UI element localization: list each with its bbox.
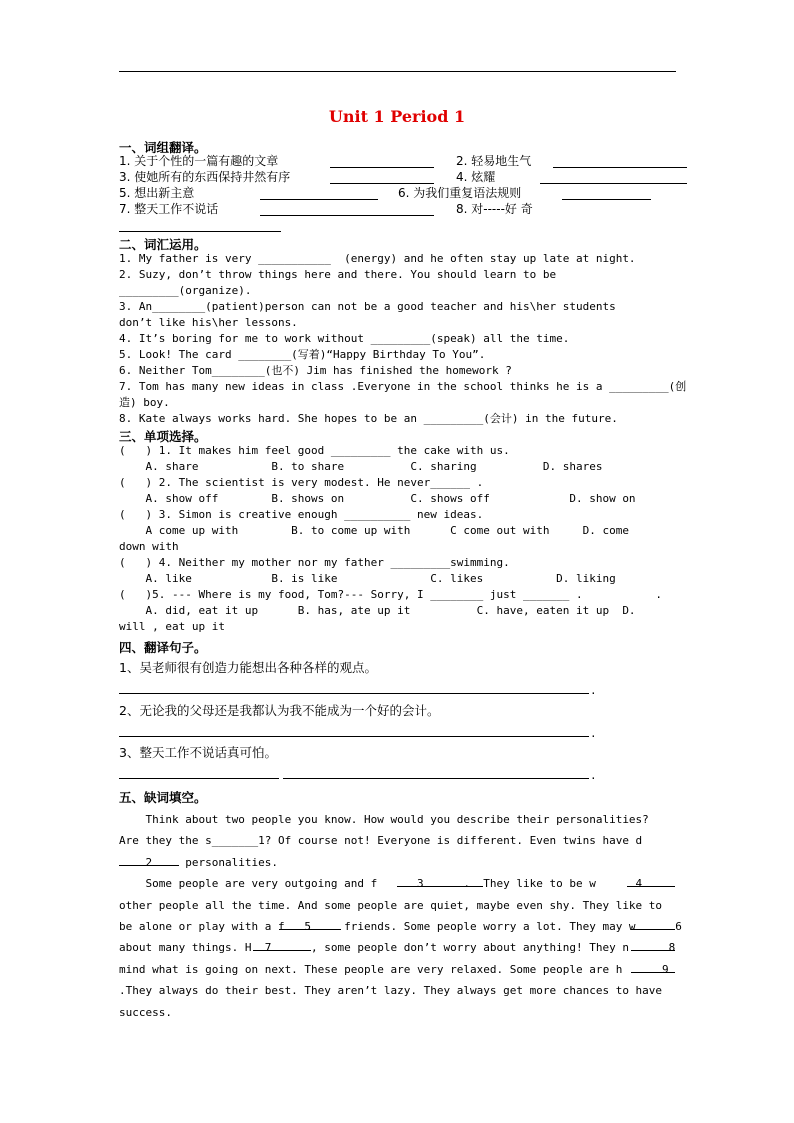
blank-underline — [279, 929, 341, 930]
answer-line — [119, 736, 589, 737]
section-1-heading: 一、词组翻译。 — [119, 140, 207, 155]
section-5-heading: 五、缺词填空。 — [119, 790, 207, 805]
period-mark: . — [590, 684, 597, 697]
vocab-line: don’t like his\her lessons. — [119, 316, 298, 329]
period-mark: . — [590, 727, 597, 740]
answer-line — [119, 693, 589, 694]
worksheet-title: Unit 1 Period 1 — [328, 107, 466, 126]
cloze-line: .They always do their best. They aren’t lazy. They always get more chances to have — [119, 984, 663, 997]
choice-line: A. share B. to share C. sharing D. shares — [119, 460, 603, 473]
answer-line — [119, 778, 279, 779]
translate-sentence-3: 3、整天工作不说话真可怕。 — [119, 745, 277, 760]
vocab-line: 1. My father is very ___________ (energy) and he often stay up late at night. — [119, 252, 636, 265]
section-3-heading: 三、单项选择。 — [119, 429, 207, 444]
choice-line: A. did, eat it up B. has, ate up it C. have, eaten it up D. — [119, 604, 636, 617]
blank-underline — [253, 950, 311, 951]
vocab-line: _________(organize). — [119, 284, 252, 297]
section-4-heading: 四、翻译句子。 — [119, 640, 207, 655]
cloze-line: Think about two people you know. How would you describe their personalities? — [119, 813, 649, 826]
blank-underline — [631, 950, 675, 951]
blank-underline — [119, 865, 179, 866]
section-2-heading: 二、词汇运用。 — [119, 237, 207, 252]
cloze-line: mind what is going on next. These people are very relaxed. Some people are h 9 — [119, 963, 669, 976]
vocab-line: 4. It’s boring for me to work without _________(speak) all the time. — [119, 332, 570, 345]
cloze-line: about many things. H 7 , some people don’t worry about anything! They n 8 — [119, 941, 676, 954]
header-rule — [119, 71, 676, 72]
answer-line — [540, 183, 687, 184]
cloze-line: Are they the s_______1? Of course not! Everyone is different. Even twins have d — [119, 834, 643, 847]
choice-line: ( )5. --- Where is my food, Tom?--- Sorry, I ________ just _______ . . — [119, 588, 663, 601]
vocab-line: 3. An________(patient)person can not be a good teacher and his\her students — [119, 300, 616, 313]
phrase-item-8: 8. 对-----好 奇 — [456, 202, 533, 216]
cloze-line: success. — [119, 1006, 172, 1019]
cloze-line: other people all the time. And some people are quiet, maybe even shy. They like to — [119, 899, 663, 912]
phrase-item-4: 4. 炫耀 — [456, 170, 496, 184]
choice-line: ( ) 1. It makes him feel good _________ the cake with us. — [119, 444, 510, 457]
vocab-line: 7. Tom has many new ideas in class .Everyone in the school thinks he is a _________(创 — [119, 380, 687, 393]
phrase-item-1: 1. 关于个性的一篇有趣的文章 — [119, 154, 279, 168]
vocab-line: 6. Neither Tom________(也不) Jim has finished the homework ? — [119, 364, 512, 377]
blank-underline — [631, 929, 675, 930]
vocab-line: 5. Look! The card ________(写着)“Happy Birthday To You”. — [119, 348, 486, 361]
blank-underline — [631, 972, 675, 973]
phrase-item-5: 5. 想出新主意 — [119, 186, 195, 200]
phrase-item-6: 6. 为我们重复语法规则 — [398, 186, 522, 200]
answer-line — [330, 183, 434, 184]
vocab-line: 造) boy. — [119, 396, 170, 409]
phrase-item-3: 3. 使她所有的东西保持井然有序 — [119, 170, 291, 184]
answer-line — [562, 199, 651, 200]
choice-line: ( ) 4. Neither my mother nor my father _________swimming. — [119, 556, 510, 569]
choice-line: A. like B. is like C. likes D. liking — [119, 572, 616, 585]
answer-line — [330, 167, 434, 168]
period-mark: . — [590, 769, 597, 782]
choice-line: A come up with B. to come up with C come out with D. come — [119, 524, 629, 537]
cloze-line: 2 personalities. — [119, 856, 278, 869]
blank-underline — [627, 886, 675, 887]
choice-line: A. show off B. shows on C. shows off D. show on — [119, 492, 636, 505]
phrase-item-7: 7. 整天工作不说话 — [119, 202, 219, 216]
choice-line: ( ) 3. Simon is creative enough __________ new ideas. — [119, 508, 484, 521]
answer-line — [553, 167, 687, 168]
answer-line — [119, 231, 281, 232]
answer-line — [260, 199, 378, 200]
blank-underline — [397, 886, 483, 887]
cloze-line: Some people are very outgoing and f 3 . They like to be w 4 — [119, 877, 643, 890]
answer-line — [260, 215, 434, 216]
cloze-line: be alone or play with a f 5 friends. Some people worry a lot. They may w 6 — [119, 920, 682, 933]
vocab-line: 8. Kate always works hard. She hopes to be an _________(会计) in the future. — [119, 412, 618, 425]
translate-sentence-1: 1、吴老师很有创造力能想出各种各样的观点。 — [119, 660, 377, 675]
choice-line: will , eat up it — [119, 620, 225, 633]
choice-line: down with — [119, 540, 179, 553]
answer-line — [283, 778, 589, 779]
vocab-line: 2. Suzy, don’t throw things here and there. You should learn to be — [119, 268, 557, 281]
translate-sentence-2: 2、无论我的父母还是我都认为我不能成为一个好的会计。 — [119, 703, 440, 718]
phrase-item-2: 2. 轻易地生气 — [456, 154, 532, 168]
choice-line: ( ) 2. The scientist is very modest. He never______ . — [119, 476, 484, 489]
